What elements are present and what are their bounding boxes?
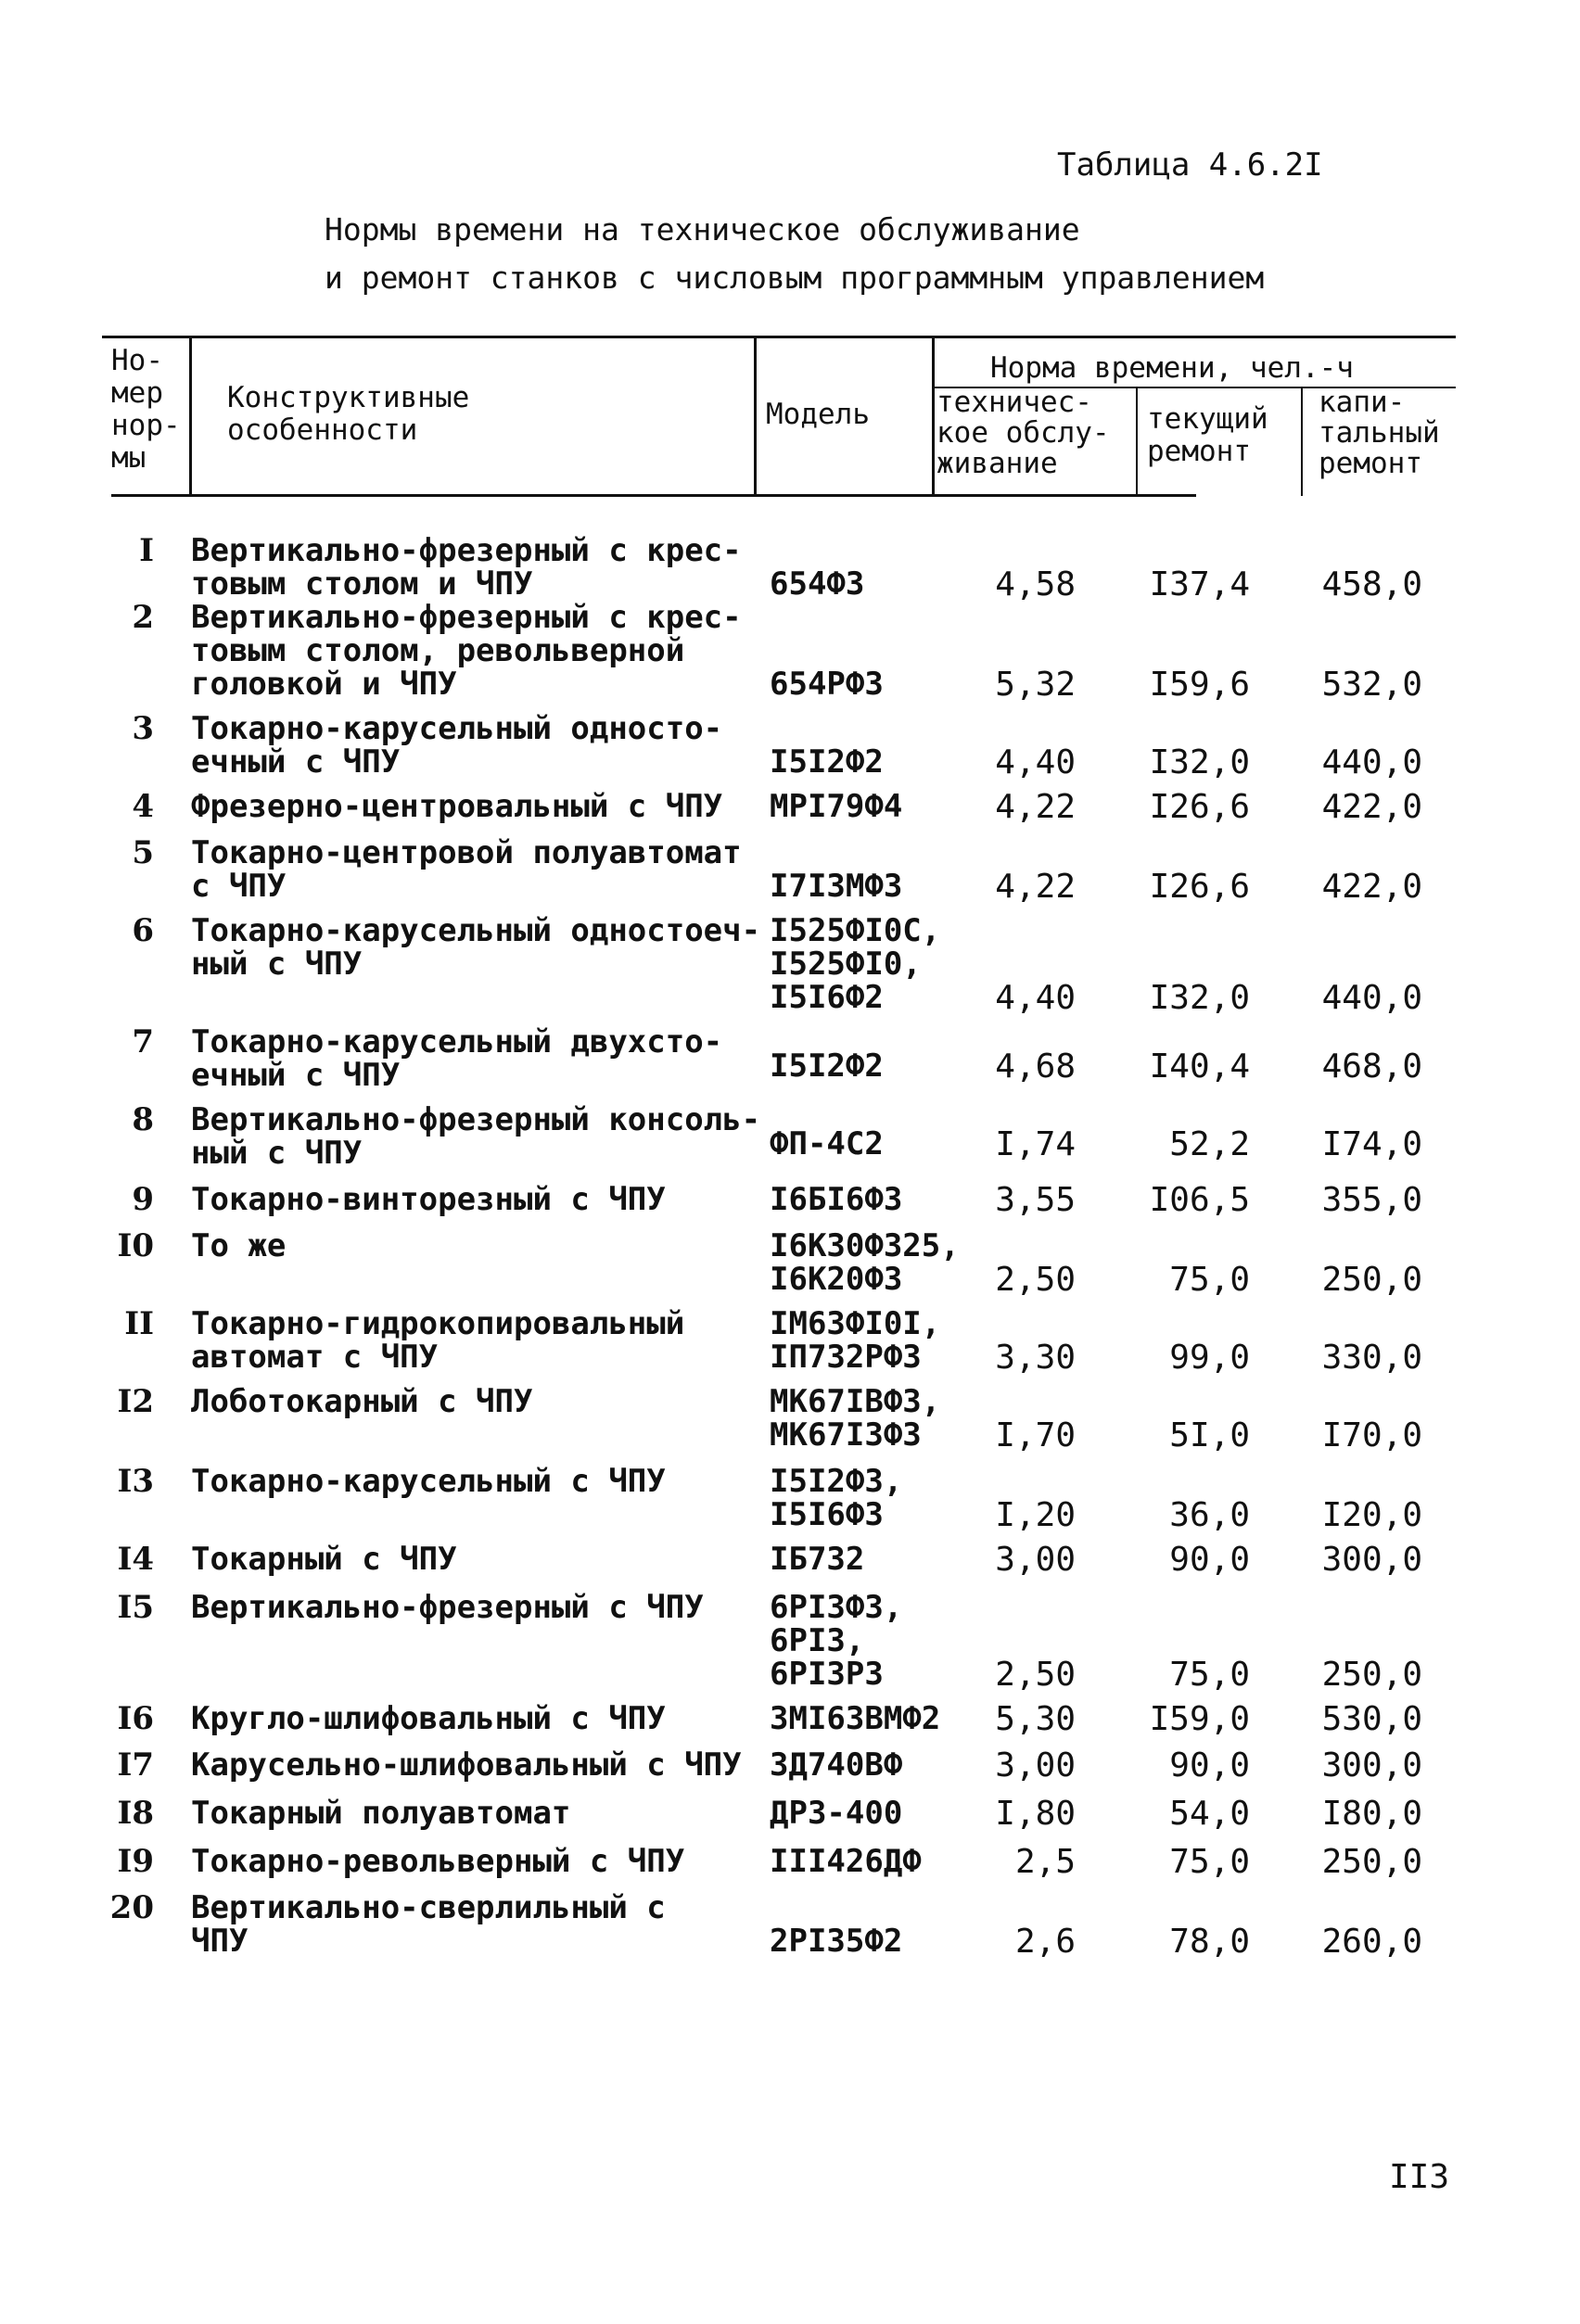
table-row xyxy=(0,1101,1580,1172)
header-top-rule xyxy=(102,336,1456,338)
row-description: Токарно-гидрокопировальный автомат с ЧПУ xyxy=(191,1305,685,1376)
row-model: 6РI3Ф3, 6РI3, 6РI3Р3 xyxy=(770,1589,903,1693)
col-header-norm-group: Норма времени, чел.-ч xyxy=(990,351,1354,385)
row-number: I5 xyxy=(117,1589,154,1626)
row-current-repair-time: I06,5 xyxy=(1149,1181,1250,1219)
row-number: I2 xyxy=(117,1383,154,1420)
row-model: III426ДФ xyxy=(770,1843,922,1880)
header-vline-current xyxy=(1136,388,1138,496)
row-maintenance-time: 3,00 xyxy=(995,1746,1076,1784)
row-maintenance-time: 4,40 xyxy=(995,743,1076,781)
row-capital-repair-time: 468,0 xyxy=(1321,1048,1422,1086)
row-number: 8 xyxy=(132,1101,154,1138)
row-description: Токарно-карусельный двухсто- ечный с ЧПУ xyxy=(191,1023,723,1094)
header-vline-norm xyxy=(932,338,935,496)
col-header-features: Конструктивные особенности xyxy=(227,381,470,447)
row-number: 20 xyxy=(109,1889,154,1926)
row-model: I6К30Ф325, I6К20Ф3 xyxy=(770,1227,960,1298)
row-description: Вертикально-сверлильный с ЧПУ xyxy=(191,1889,666,1960)
table-row xyxy=(0,710,1580,781)
row-capital-repair-time: I20,0 xyxy=(1321,1496,1422,1534)
col-header-number: Но- мер нор- мы xyxy=(111,344,181,475)
header-vline-model xyxy=(754,338,757,496)
row-model: 654Ф3 xyxy=(770,565,865,603)
table-row xyxy=(0,1795,1580,1833)
header-vline-number xyxy=(189,338,192,496)
row-number: I9 xyxy=(117,1843,154,1880)
row-model: I7I3МФ3 xyxy=(770,868,903,905)
row-maintenance-time: I,20 xyxy=(995,1496,1076,1534)
row-current-repair-time: I40,4 xyxy=(1149,1048,1250,1086)
row-model: 3Д740ВФ xyxy=(770,1746,903,1784)
row-current-repair-time: I59,6 xyxy=(1149,666,1250,704)
table-row xyxy=(0,1227,1580,1299)
row-description: Токарно-карусельный одностоеч- ный с ЧПУ xyxy=(191,912,761,983)
row-current-repair-time: I26,6 xyxy=(1149,788,1250,826)
table-row xyxy=(0,1463,1580,1534)
row-capital-repair-time: 440,0 xyxy=(1321,743,1422,781)
row-current-repair-time: I32,0 xyxy=(1149,979,1250,1017)
row-maintenance-time: 2,5 xyxy=(1014,1843,1076,1881)
title-line-1: Нормы времени на техническое обслуживание xyxy=(325,211,1080,248)
row-capital-repair-time: 260,0 xyxy=(1321,1923,1422,1961)
table-row xyxy=(0,1181,1580,1219)
row-capital-repair-time: 330,0 xyxy=(1321,1339,1422,1377)
row-model: I6БI6Ф3 xyxy=(770,1181,903,1218)
row-model: ДРЗ-400 xyxy=(770,1795,903,1832)
row-maintenance-time: 4,68 xyxy=(995,1048,1076,1086)
row-current-repair-time: 75,0 xyxy=(1169,1656,1250,1694)
row-current-repair-time: 99,0 xyxy=(1169,1339,1250,1377)
row-number: 2 xyxy=(132,599,154,636)
table-row xyxy=(0,1700,1580,1738)
row-capital-repair-time: 250,0 xyxy=(1321,1656,1422,1694)
col-header-maintenance: техничес- кое обслу- живание xyxy=(937,386,1110,480)
row-model: IБ732 xyxy=(770,1541,865,1578)
table-row xyxy=(0,1843,1580,1881)
row-description: Токарно-револьверный с ЧПУ xyxy=(191,1843,685,1880)
row-maintenance-time: 2,6 xyxy=(1014,1923,1076,1961)
row-description: То же xyxy=(191,1227,287,1264)
row-number: I6 xyxy=(117,1700,154,1737)
row-model: 3МI63ВМФ2 xyxy=(770,1700,941,1737)
row-maintenance-time: 4,58 xyxy=(995,565,1076,603)
row-number: I8 xyxy=(117,1795,154,1832)
table-row xyxy=(0,599,1580,704)
row-description: Вертикально-фрезерный консоль- ный с ЧПУ xyxy=(191,1101,761,1172)
row-current-repair-time: 75,0 xyxy=(1169,1843,1250,1881)
row-model: МРI79Ф4 xyxy=(770,788,903,825)
row-capital-repair-time: 355,0 xyxy=(1321,1181,1422,1219)
row-model: I5I2Ф2 xyxy=(770,1048,884,1085)
table-row xyxy=(0,1383,1580,1454)
row-description: Карусельно-шлифовальный с ЧПУ xyxy=(191,1746,742,1784)
row-description: Токарно-карусельный с ЧПУ xyxy=(191,1463,666,1500)
row-capital-repair-time: 422,0 xyxy=(1321,868,1422,906)
row-number: 7 xyxy=(132,1023,154,1060)
row-number: I0 xyxy=(117,1227,154,1264)
table-row xyxy=(0,1541,1580,1579)
row-maintenance-time: I,74 xyxy=(995,1125,1076,1163)
table-row xyxy=(0,912,1580,1017)
row-description: Токарно-карусельный односто- ечный с ЧПУ xyxy=(191,710,723,781)
row-capital-repair-time: 458,0 xyxy=(1321,565,1422,603)
row-current-repair-time: I37,4 xyxy=(1149,565,1250,603)
col-header-current-repair: текущий ремонт xyxy=(1147,402,1268,468)
table-row xyxy=(0,1023,1580,1094)
row-number: I4 xyxy=(117,1541,154,1578)
row-description: Токарно-центровой полуавтомат с ЧПУ xyxy=(191,834,742,905)
row-current-repair-time: I26,6 xyxy=(1149,868,1250,906)
row-capital-repair-time: 300,0 xyxy=(1321,1541,1422,1579)
header-vline-capital xyxy=(1301,388,1303,496)
col-header-capital-repair: капи- тальный ремонт xyxy=(1319,386,1440,480)
row-current-repair-time: 75,0 xyxy=(1169,1261,1250,1299)
row-current-repair-time: I32,0 xyxy=(1149,743,1250,781)
row-number: I xyxy=(139,532,154,569)
table-row xyxy=(0,532,1580,603)
row-maintenance-time: 3,00 xyxy=(995,1541,1076,1579)
row-description: Фрезерно-центровальный с ЧПУ xyxy=(191,788,723,825)
row-maintenance-time: 2,50 xyxy=(995,1656,1076,1694)
row-description: Кругло-шлифовальный с ЧПУ xyxy=(191,1700,666,1737)
row-maintenance-time: 4,40 xyxy=(995,979,1076,1017)
row-maintenance-time: 4,22 xyxy=(995,868,1076,906)
row-model: I5I2Ф3, I5I6Ф3 xyxy=(770,1463,903,1533)
row-capital-repair-time: 250,0 xyxy=(1321,1843,1422,1881)
row-maintenance-time: I,70 xyxy=(995,1416,1076,1454)
row-model: МК67IВФ3, МК67I3Ф3 xyxy=(770,1383,941,1454)
header-bottom-rule xyxy=(111,494,1196,497)
page-number: II3 xyxy=(1389,2158,1450,2196)
row-number: 3 xyxy=(132,710,154,747)
table-title xyxy=(325,206,1264,302)
row-capital-repair-time: 532,0 xyxy=(1321,666,1422,704)
table-label: Таблица 4.6.2I xyxy=(1057,146,1323,184)
row-model: 654РФ3 xyxy=(770,666,884,703)
row-maintenance-time: 4,22 xyxy=(995,788,1076,826)
row-description: Токарный с ЧПУ xyxy=(191,1541,457,1578)
row-model: IМ63ФI0I, IП732РФ3 xyxy=(770,1305,941,1376)
row-capital-repair-time: I74,0 xyxy=(1321,1125,1422,1163)
row-capital-repair-time: 530,0 xyxy=(1321,1700,1422,1738)
row-current-repair-time: 5I,0 xyxy=(1169,1416,1250,1454)
row-description: Лоботокарный с ЧПУ xyxy=(191,1383,533,1420)
row-number: 9 xyxy=(132,1181,154,1218)
row-number: II xyxy=(124,1305,154,1342)
row-number: 4 xyxy=(132,788,154,825)
row-maintenance-time: 5,32 xyxy=(995,666,1076,704)
row-current-repair-time: 90,0 xyxy=(1169,1746,1250,1784)
row-description: Вертикально-фрезерный с крес- товым столом и ЧПУ xyxy=(191,532,742,603)
row-number: I3 xyxy=(117,1463,154,1500)
row-maintenance-time: 3,30 xyxy=(995,1339,1076,1377)
table-row xyxy=(0,1746,1580,1784)
row-current-repair-time: 52,2 xyxy=(1169,1125,1250,1163)
row-current-repair-time: I59,0 xyxy=(1149,1700,1250,1738)
row-current-repair-time: 36,0 xyxy=(1169,1496,1250,1534)
row-capital-repair-time: 422,0 xyxy=(1321,788,1422,826)
row-maintenance-time: I,80 xyxy=(995,1795,1076,1833)
row-capital-repair-time: 250,0 xyxy=(1321,1261,1422,1299)
row-model: I525ФI0С, I525ФI0, I5I6Ф2 xyxy=(770,912,941,1016)
row-model: ФП-4С2 xyxy=(770,1125,884,1162)
table-row xyxy=(0,1305,1580,1377)
row-description: Токарно-винторезный с ЧПУ xyxy=(191,1181,666,1218)
row-description: Вертикально-фрезерный с ЧПУ xyxy=(191,1589,704,1626)
col-header-model: Модель xyxy=(766,398,870,431)
row-current-repair-time: 78,0 xyxy=(1169,1923,1250,1961)
row-current-repair-time: 90,0 xyxy=(1169,1541,1250,1579)
table-row xyxy=(0,834,1580,906)
title-line-2: и ремонт станков с числовым программным управлением xyxy=(325,260,1265,296)
row-model: I5I2Ф2 xyxy=(770,743,884,781)
row-maintenance-time: 5,30 xyxy=(995,1700,1076,1738)
row-model: 2РI35Ф2 xyxy=(770,1923,903,1960)
row-number: 6 xyxy=(132,912,154,949)
table-row xyxy=(0,1589,1580,1694)
row-capital-repair-time: 440,0 xyxy=(1321,979,1422,1017)
row-maintenance-time: 3,55 xyxy=(995,1181,1076,1219)
row-number: I7 xyxy=(117,1746,154,1784)
row-description: Токарный полуавтомат xyxy=(191,1795,571,1832)
table-row xyxy=(0,788,1580,826)
row-capital-repair-time: 300,0 xyxy=(1321,1746,1422,1784)
row-maintenance-time: 2,50 xyxy=(995,1261,1076,1299)
row-number: 5 xyxy=(132,834,154,871)
row-current-repair-time: 54,0 xyxy=(1169,1795,1250,1833)
row-capital-repair-time: I80,0 xyxy=(1321,1795,1422,1833)
row-description: Вертикально-фрезерный с крес- товым столом, револьверной головкой и ЧПУ xyxy=(191,599,742,703)
table-row xyxy=(0,1889,1580,1961)
row-capital-repair-time: I70,0 xyxy=(1321,1416,1422,1454)
